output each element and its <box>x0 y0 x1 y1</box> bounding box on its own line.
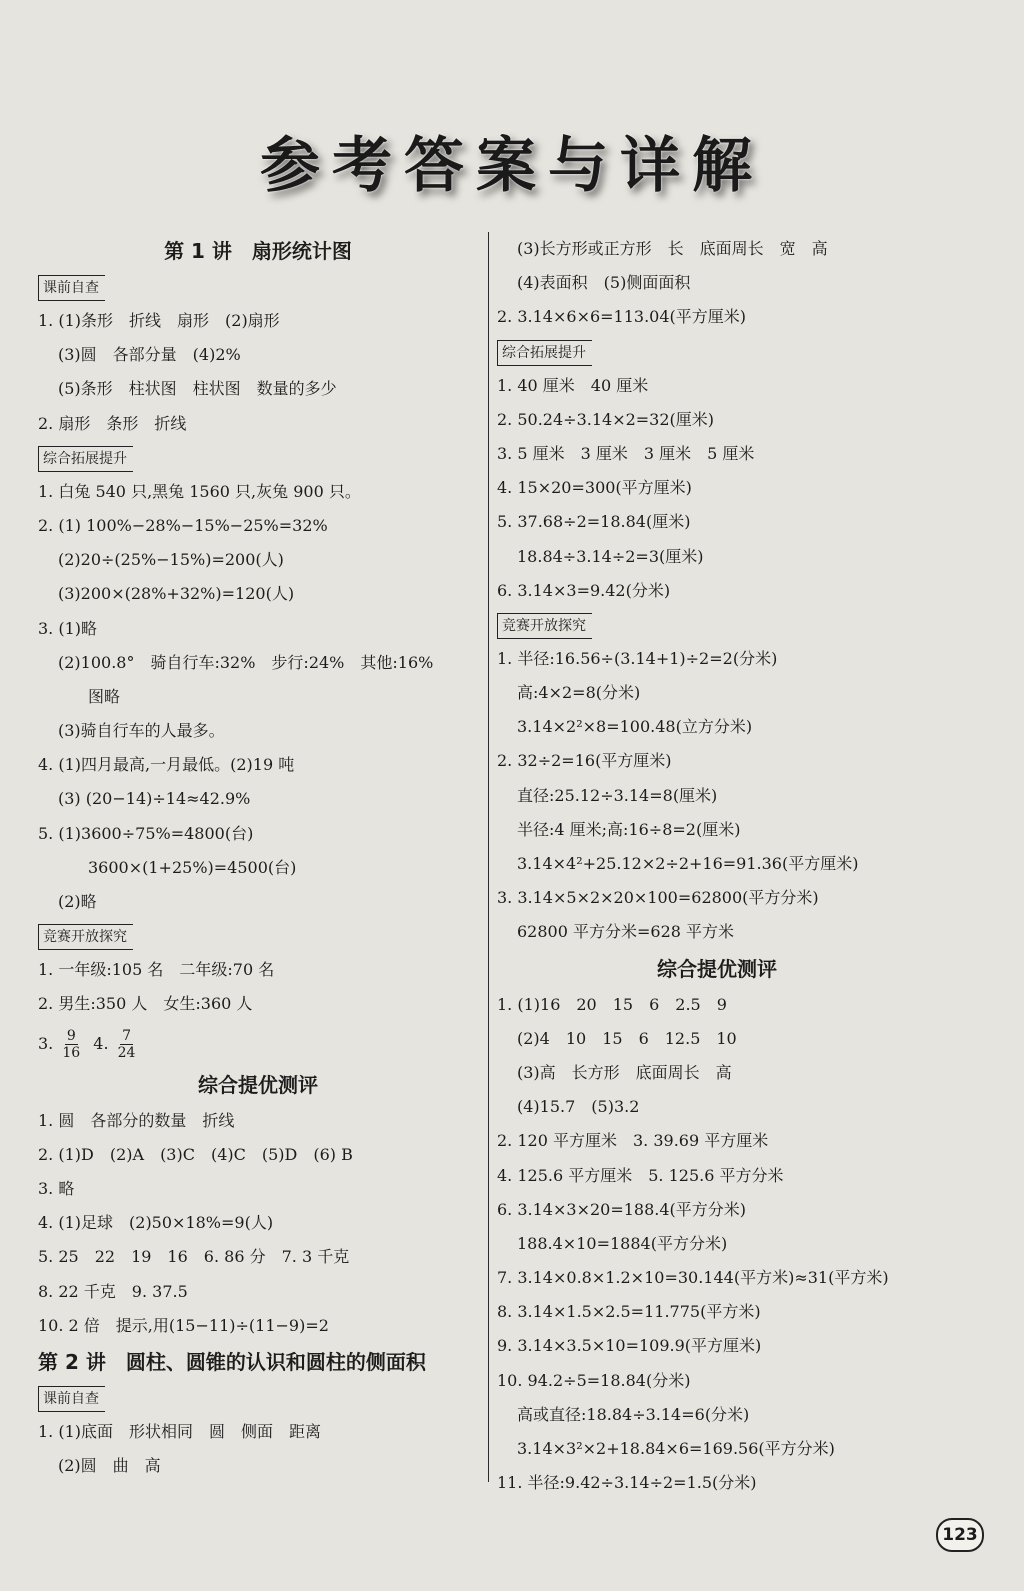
answer-line: 1. 半径:16.56÷(3.14+1)÷2=2(分米) <box>497 648 778 668</box>
item-number: 4. <box>93 1033 109 1053</box>
answer-line: (2)100.8° 骑自行车:32% 步行:24% 其他:16% <box>58 652 434 672</box>
answer-line: 1. (1)16 20 15 6 2.5 9 <box>497 994 727 1014</box>
page-title: 参考答案与详解 <box>260 131 764 201</box>
answer-line: 5. (1)3600÷75%=4800(台) <box>38 823 254 843</box>
right-column <box>497 232 937 1500</box>
answer-line: 62800 平方分米=628 平方米 <box>517 922 735 942</box>
answer-line: 5. 37.68÷2=18.84(厘米) <box>497 512 691 532</box>
answer-line: 9. 3.14×3.5×10=109.9(平方厘米) <box>497 1336 762 1356</box>
answer-line: 半径:4 厘米;高:16÷8=2(厘米) <box>517 819 741 839</box>
answer-line: 11. 半径:9.42÷3.14÷2=1.5(分米) <box>497 1473 757 1493</box>
answer-line: 5. 25 22 19 16 6. 86 分 7. 3 千克 <box>38 1247 350 1267</box>
answer-line: 1. 圆 各部分的数量 折线 <box>38 1110 235 1130</box>
answer-line: 8. 22 千克 9. 37.5 <box>38 1281 188 1301</box>
fraction: $\frac{9}{16}$ <box>62 1027 81 1061</box>
answer-line: 2. 120 平方厘米 3. 39.69 平方厘米 <box>497 1131 769 1151</box>
left-column <box>38 232 478 1483</box>
item-number: 3. <box>38 1033 54 1053</box>
answer-line: (4)15.7 (5)3.2 <box>517 1097 640 1117</box>
answer-line: 3.14×3²×2+18.84×6=169.56(平方分米) <box>517 1439 835 1458</box>
answer-line: (2)4 10 15 6 12.5 10 <box>517 1028 737 1048</box>
page-number-badge <box>930 1512 986 1556</box>
answer-line: (2)20÷(25%−15%)=200(人) <box>58 550 284 570</box>
column-divider <box>488 232 489 1482</box>
answer-line: 1. (1)底面 形状相同 圆 侧面 距离 <box>38 1421 322 1441</box>
fraction: $\frac{7}{24}$ <box>117 1027 136 1061</box>
lesson-2-title: 第 2 讲 圆柱、圆锥的认识和圆柱的侧面积 <box>38 1349 426 1374</box>
answer-line: 1. 40 厘米 40 厘米 <box>497 375 649 395</box>
subhead-extension: 综合拓展提升 <box>38 446 478 470</box>
answer-line: (3)200×(28%+32%)=120(人) <box>58 584 295 604</box>
answer-line: 高:4×2=8(分米) <box>517 683 641 703</box>
fraction-answer-line <box>38 1022 478 1066</box>
answer-line: 18.84÷3.14÷2=3(厘米) <box>517 546 704 566</box>
answer-line: 3600×(1+25%)=4500(台) <box>88 857 297 877</box>
subhead-pre-check: 课前自查 <box>38 1386 478 1410</box>
page-number: 123 <box>936 1518 984 1552</box>
answer-line: 7. 3.14×0.8×1.2×10=30.144(平方米)≈31(平方米) <box>497 1268 889 1288</box>
answer-line: 1. (1)条形 折线 扇形 (2)扇形 <box>38 311 280 330</box>
answer-line: 图略 <box>88 686 121 706</box>
answer-line: 2. 男生:350 人 女生:360 人 <box>38 994 253 1014</box>
answer-line: 2. (1) 100%−28%−15%−25%=32% <box>38 515 328 535</box>
subhead-extension: 综合拓展提升 <box>497 340 937 364</box>
answer-line: 1. 一年级:105 名 二年级:70 名 <box>38 960 275 980</box>
answer-line: 3. 5 厘米 3 厘米 3 厘米 5 厘米 <box>497 443 755 463</box>
answer-line: 4. 15×20=300(平方厘米) <box>497 478 692 498</box>
eval-title: 综合提优测评 <box>198 1072 318 1097</box>
answer-line: (2)圆 曲 高 <box>58 1456 161 1476</box>
answer-line: 4. (1)四月最高,一月最低。(2)19 吨 <box>38 755 295 775</box>
eval-title: 综合提优测评 <box>657 956 777 981</box>
answer-line: 3.14×4²+25.12×2÷2+16=91.36(平方厘米) <box>517 854 859 873</box>
subhead-competition: 竞赛开放探究 <box>38 924 478 948</box>
answer-line: 直径:25.12÷3.14=8(厘米) <box>517 785 718 805</box>
answer-line: 2. (1)D (2)A (3)C (4)C (5)D (6) B <box>38 1144 353 1164</box>
subhead-pre-check: 课前自查 <box>38 275 478 299</box>
answer-line: (3)高 长方形 底面周长 高 <box>517 1062 732 1082</box>
answer-line: 2. 扇形 条形 折线 <box>38 413 187 433</box>
subhead-competition: 竞赛开放探究 <box>497 613 937 637</box>
answer-line: 3. 3.14×5×2×20×100=62800(平方分米) <box>497 888 819 908</box>
lesson-1-title: 第 1 讲 扇形统计图 <box>164 239 352 263</box>
answer-line: 4. (1)足球 (2)50×18%=9(人) <box>38 1213 274 1233</box>
answer-line: 6. 3.14×3=9.42(分米) <box>497 580 671 600</box>
answer-line: 8. 3.14×1.5×2.5=11.775(平方米) <box>497 1302 761 1322</box>
answer-line: 2. 32÷2=16(平方厘米) <box>497 751 672 771</box>
answer-line: 188.4×10=1884(平方分米) <box>517 1233 728 1253</box>
answer-line: 3. 略 <box>38 1178 75 1198</box>
answer-line: 3.14×2²×8=100.48(立方分米) <box>517 717 753 737</box>
answer-line: 2. 3.14×6×6=113.04(平方厘米) <box>497 307 747 327</box>
answer-line: (3)骑自行车的人最多。 <box>58 721 225 741</box>
answer-line: (5)条形 柱状图 柱状图 数量的多少 <box>58 379 337 399</box>
answer-line: (3)圆 各部分量 (4)2% <box>58 345 241 365</box>
answer-line: 2. 50.24÷3.14×2=32(厘米) <box>497 409 715 429</box>
answer-line: 4. 125.6 平方厘米 5. 125.6 平方分米 <box>497 1165 784 1185</box>
answer-line: 10. 2 倍 提示,用(15−11)÷(11−9)=2 <box>38 1315 329 1335</box>
answer-line: 10. 94.2÷5=18.84(分米) <box>497 1370 691 1390</box>
answer-line: (4)表面积 (5)侧面面积 <box>517 273 691 293</box>
answer-line: 1. 白兔 540 只,黑兔 1560 只,灰兔 900 只。 <box>38 481 361 501</box>
answer-line: (2)略 <box>58 892 97 911</box>
answer-line: 6. 3.14×3×20=188.4(平方分米) <box>497 1199 747 1219</box>
answer-line: 高或直径:18.84÷3.14=6(分米) <box>517 1404 750 1424</box>
answer-line: (3)长方形或正方形 长 底面周长 宽 高 <box>517 239 828 258</box>
answer-line: 3. (1)略 <box>38 618 98 638</box>
answer-line: (3) (20−14)÷14≈42.9% <box>58 789 251 809</box>
